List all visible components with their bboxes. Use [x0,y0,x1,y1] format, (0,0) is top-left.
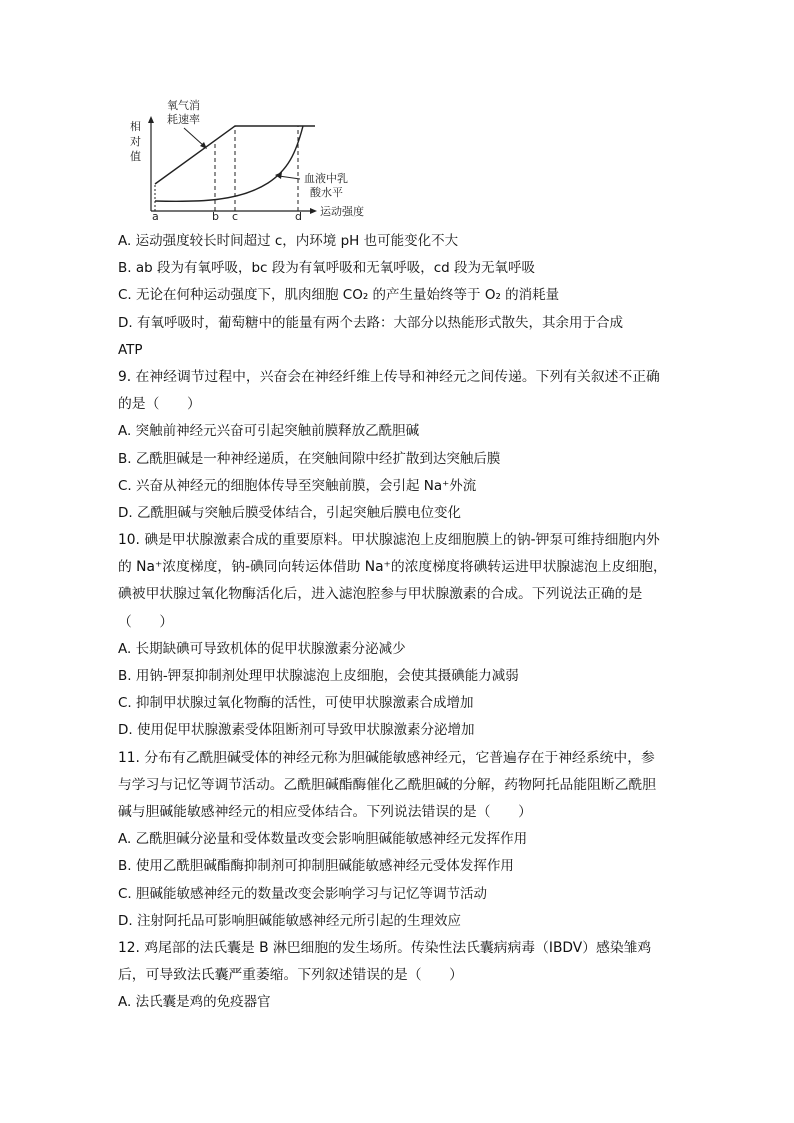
q8-option-b: B. ab 段为有氧呼吸，bc 段为有氧呼吸和无氧呼吸，cd 段为无氧呼吸 [118,260,536,277]
lactate-pointer [279,176,300,179]
oxygen-label-1: 氧气消 [167,99,200,112]
exercise-chart [118,98,388,223]
q10-option-c: C. 抑制甲状腺过氧化物酶的活性，可使甲状腺激素合成增加 [118,695,474,712]
tick-d: d [295,210,302,223]
tick-b: b [212,210,219,223]
q8-option-d-line2: ATP [118,341,143,358]
q9-option-b: B. 乙酰胆碱是一种神经递质，在突触间隙中经扩散到达突触后膜 [118,450,501,467]
q12-stem-1: 12. 鸡尾部的法氏囊是 B 淋巴细胞的发生场所。传染性法氏囊病病毒（IBDV）感染雏鸡 [118,939,652,956]
q11-stem-1: 11. 分布有乙酰胆碱受体的神经元称为胆碱能敏感神经元，它普遍存在于神经系统中，参 [118,749,655,766]
tick-c: c [232,210,239,223]
q11-option-b: B. 使用乙酰胆碱酯酶抑制剂可抑制胆碱能敏感神经元受体发挥作用 [118,858,514,875]
q11-option-a: A. 乙酰胆碱分泌量和受体数量改变会影响胆碱能敏感神经元发挥作用 [118,831,528,848]
exercise-chart-svg [118,98,388,223]
q8-option-d-line1: D. 有氧呼吸时，葡萄糖中的能量有两个去路：大部分以热能形式散失，其余用于合成 [118,314,623,331]
oxygen-pointer [184,128,204,146]
q9-stem-1: 9. 在神经调节过程中，兴奋会在神经纤维上传导和神经元之间传递。下列有关叙述不正确 [118,368,660,385]
series-lactate-curve [155,126,303,201]
question-body [118,228,678,1016]
y-label-1: 相 [130,120,141,133]
q12-option-a: A. 法氏囊是鸡的免疫器官 [118,994,271,1011]
q8-option-a: A. 运动强度较长时间超过 c，内环境 pH 也可能变化不大 [118,233,459,249]
x-label: 运动强度 [320,205,364,218]
lactate-pointer-arrow [275,172,282,179]
q8-option-c: C. 无论在何种运动强度下，肌肉细胞 CO₂ 的产生量始终等于 O₂ 的消耗量 [118,287,560,304]
q9-option-c: C. 兴奋从神经元的细胞体传导至突触前膜，会引起 Na⁺外流 [118,477,477,494]
oxygen-label-2: 耗速率 [167,113,200,126]
tick-a: a [152,210,159,223]
y-axis-arrow [148,116,154,123]
y-label-2: 对 [130,135,141,148]
q10-stem-2: 的 Na⁺浓度梯度，钠-碘同向转运体借助 Na⁺的浓度梯度将碘转运进甲状腺滤泡上皮细胞， [118,559,667,576]
q9-option-a: A. 突触前神经元兴奋可引起突触前膜释放乙酰胆碱 [118,423,420,440]
y-label-3: 值 [130,150,141,163]
q11-stem-2: 与学习与记忆等调节活动。乙酰胆碱酯酶催化乙酰胆碱的分解，药物阿托品能阻断乙酰胆 [118,776,657,793]
q9-stem-2: 的是（ ） [118,396,201,413]
q9-option-d: D. 乙酰胆碱与突触后膜受体结合，引起突触后膜电位变化 [118,504,461,521]
q11-stem-3: 碱与胆碱能敏感神经元的相应受体结合。下列说法错误的是（ ） [118,803,532,820]
q10-stem-1: 10. 碘是甲状腺激素合成的重要原料。甲状腺滤泡上皮细胞膜上的钠-钾泵可维持细胞内外 [118,532,660,549]
lactate-label-1: 血液中乳 [304,172,348,185]
lactate-label-2: 酸水平 [310,186,343,199]
q10-option-d: D. 使用促甲状腺激素受体阻断剂可导致甲状腺激素分泌增加 [118,722,475,739]
q10-stem-4: （ ） [118,613,174,630]
x-axis-arrow [310,208,317,214]
q11-option-d: D. 注射阿托品可影响胆碱能敏感神经元所引起的生理效应 [118,912,461,929]
q10-option-a: A. 长期缺碘可导致机体的促甲状腺激素分泌减少 [118,640,406,657]
q10-stem-3: 碘被甲状腺过氧化物酶活化后，进入滤泡腔参与甲状腺激素的合成。下列说法正确的是 [118,586,643,603]
q11-option-c: C. 胆碱能敏感神经元的数量改变会影响学习与记忆等调节活动 [118,885,488,902]
q12-stem-2: 后，可导致法氏囊严重萎缩。下列叙述错误的是（ ） [118,967,463,984]
q10-option-b: B. 用钠-钾泵抑制剂处理甲状腺滤泡上皮细胞，会使其摄碘能力减弱 [118,668,519,684]
